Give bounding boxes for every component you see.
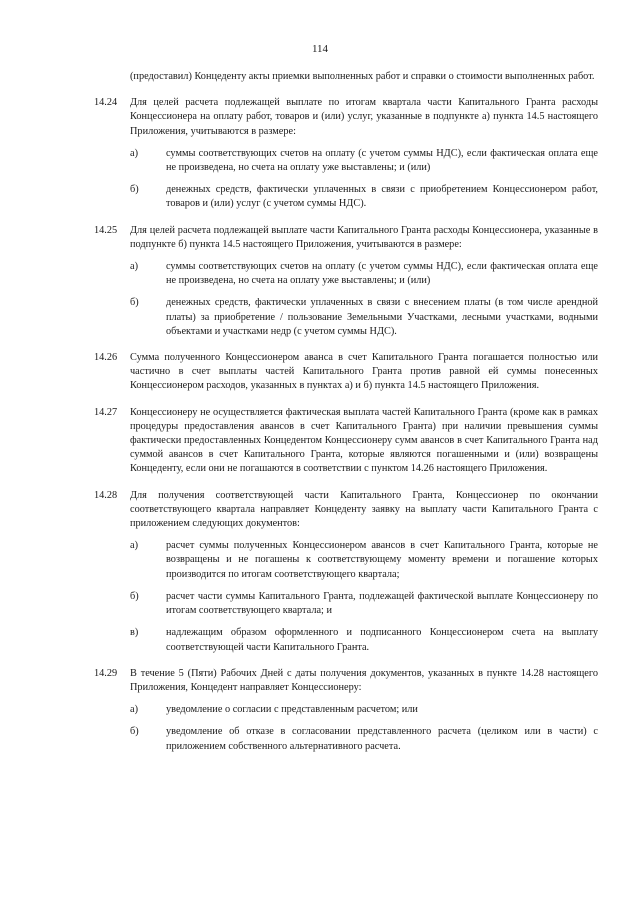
item-marker: б) (130, 726, 139, 738)
item-text: денежных средств, фактически уплаченных в связи с внесением платы (в том числе арендной платы) за приобретение / пользование Земельными Участками, лесными участками, водными объектами и участками недр (с учетом суммы НДС). (166, 297, 598, 337)
clause-text: Сумма полученного Концессионером аванса в счет Капитального Гранта погашается полностью или частично в счет выплаты частей Капитального Гранта против равной ей суммы понесенных Концессионером расходов, указанных в пунктах а) и б) пункта 14.5 настоящего Приложения. (130, 352, 598, 392)
continuation-text: (предоставил) Концеденту акты приемки выполненных работ и справки о стоимости выполненных работ. (130, 71, 595, 82)
page-number: 114 (311, 43, 329, 55)
continuation-paragraph (94, 70, 598, 84)
clause-14-25 (94, 224, 598, 252)
list-item (94, 296, 598, 339)
list-item (94, 626, 598, 654)
item-text: надлежащим образом оформленного и подписанного Концессионером счета на выплату соответствующей части Капитального Гранта. (166, 627, 598, 653)
clause-text: Концессионеру не осуществляется фактическая выплата частей Капитального Гранта (кроме как в рамках процедуры предоставления авансов в счет Капитального Гранта) при наличии превышения суммы фактически предоставленных Концедентом Концессионеру сумм авансов в счет Капитального Гранта над суммой авансов в счет Капитального Гранта, которые являются погашенными и (или) возвращены Концеденту, если они не погашаются в соответствии с пунктом 14.26 настоящего Приложения. (130, 406, 598, 475)
item-marker: а) (130, 704, 138, 716)
clause-number: 14.28 (94, 489, 118, 501)
item-marker: б) (130, 184, 139, 196)
clause-14-26 (94, 351, 598, 394)
item-marker: а) (130, 261, 138, 273)
list-item (94, 590, 598, 618)
item-marker: а) (130, 147, 138, 159)
list-item (94, 183, 598, 211)
clause-number: 14.24 (94, 97, 118, 109)
clause-number: 14.25 (94, 224, 118, 236)
item-marker: б) (130, 297, 139, 309)
clause-number: 14.27 (94, 406, 118, 418)
item-text: расчет суммы полученных Концессионером авансов в счет Капитального Гранта, которые не возвращены и не погашены к соответствующему моменту времени и погашение которых производится по итогам соответствующего квартала; (166, 540, 598, 580)
item-text: уведомление об отказе в согласовании представленного расчета (целиком или в части) с приложением собственного альтернативного расчета. (166, 726, 598, 752)
item-text: денежных средств, фактически уплаченных в связи с приобретением Концессионером работ, товаров и (или) услуг (с учетом суммы НДС). (166, 184, 598, 210)
item-text: уведомление о согласии с представленным расчетом; или (166, 704, 418, 716)
list-item (94, 725, 598, 753)
clause-text: Для целей расчета подлежащей выплате по итогам квартала части Капитального Гранта расходы Концессионера на оплату работ, товаров и (или) услуг, указанные в подпункте а) пункта 14.5 настоящего Приложения, учитываются в размере: (130, 97, 598, 137)
item-marker: в) (130, 627, 139, 639)
item-marker: а) (130, 540, 138, 552)
clause-text: В течение 5 (Пяти) Рабочих Дней с даты получения документов, указанных в пункте 14.28 настоящего Приложения, Концедент направляет Концессионеру: (130, 667, 598, 693)
clause-text: Для получения соответствующей части Капитального Гранта, Концессионер по окончании соответствующего квартала направляет Концеденту заявку на выплату части Капитального Гранта с приложением следующих документов: (130, 489, 598, 530)
clause-number: 14.29 (94, 667, 118, 679)
item-marker: б) (130, 590, 139, 602)
clause-text: Для целей расчета подлежащей выплате части Капитального Гранта расходы Концессионера, указанные в подпункте б) пункта 14.5 настоящего Приложения, учитываются в размере: (130, 224, 598, 250)
clause-14-29 (94, 667, 598, 695)
clause-number: 14.26 (94, 352, 118, 364)
document-body (94, 70, 598, 754)
clause-14-27 (94, 406, 598, 477)
item-text: суммы соответствующих счетов на оплату (с учетом суммы НДС), если фактическая оплата еще не произведена, но счета на оплату уже выставлены; и (или) (166, 261, 598, 287)
list-item (94, 260, 598, 288)
item-text: расчет части суммы Капитального Гранта, подлежащей фактической выплате Концессионеру по итогам соответствующего квартала; и (166, 590, 598, 617)
clause-14-28 (94, 489, 598, 532)
list-item (94, 703, 598, 717)
item-text: суммы соответствующих счетов на оплату (с учетом суммы НДС), если фактическая оплата еще не произведена, но счета на оплату уже выставлены; и (или) (166, 147, 598, 174)
list-item (94, 539, 598, 582)
list-item (94, 147, 598, 175)
clause-14-24 (94, 96, 598, 139)
